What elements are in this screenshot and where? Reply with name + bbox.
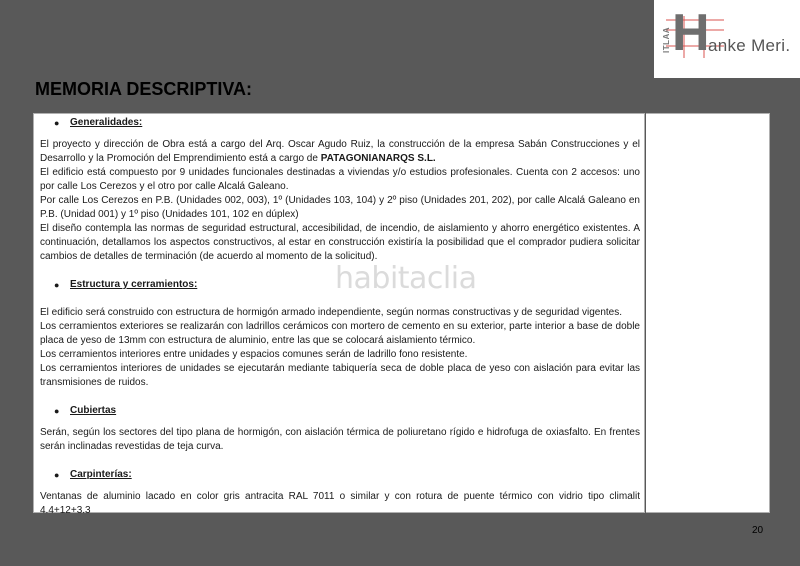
- logo-vertical-text: ITLAA: [662, 26, 671, 54]
- paragraph: El edificio será construido con estructura de hormigón armado independiente, según normas constructivas y de seguridad vigentes.: [40, 307, 622, 318]
- section-header-generalidades: [40, 116, 640, 130]
- section-header-carpinterias: [40, 468, 640, 482]
- paragraph: Los cerramientos interiores de unidades se ejecutarán mediante tabiquería seca de doble placa de yeso con aislación para evitar las transmisiones de ruidos.: [40, 363, 640, 388]
- paragraph: Los cerramientos interiores entre unidades y espacios comunes serán de ladrillo fono resistente.: [40, 349, 468, 360]
- watermark: habitaclia: [335, 261, 477, 296]
- paragraph: El edificio está compuesto por 9 unidades funcionales destinadas a viviendas y/o estudios profesionales. Cuenta con 2 accesos: uno por calle Los Cerezos y el otro por calle Alcalá Galeano.: [40, 167, 640, 192]
- paragraph: Ventanas de aluminio lacado en color gris antracita RAL 7011 o similar y con rotura de puente térmico con vidrio tipo climalit 4.4+12+3.3: [40, 491, 640, 516]
- bullet-icon: ●: [54, 470, 60, 480]
- paragraph: Por calle Los Cerezos en P.B. (Unidades 002, 003), 1º (Unidades 103, 104) y 2º piso (Unidades 201, 202), por calle Alcalá Galeano en P.B. (Unidad 001) y 1º piso (Unidades 101, 102 en dúplex): [40, 195, 640, 220]
- paragraph: Los cerramientos exteriores se realizarán con ladrillos cerámicos con mortero de cemento en su exterior, parte interior a base de doble placa de yeso de 13mm con estructura de aluminio, entre las que se colocará aislamiento térmico.: [40, 321, 640, 346]
- section-heading: Cubiertas: [70, 405, 117, 416]
- bullet-icon: ●: [54, 118, 60, 128]
- logo-initial: H: [672, 4, 710, 62]
- paragraph: El proyecto y dirección de Obra está a cargo del Arq. Oscar Agudo Ruiz, la construcción de la empresa Sabán Construcciones y el Desarrollo y la Promoción del Emprendimiento está a cargo de PATAGONIANARQS S.L.: [40, 139, 640, 164]
- content-box: [33, 113, 645, 516]
- bullet-icon: ●: [54, 280, 60, 290]
- logo-name: anke Meri.: [708, 36, 791, 55]
- section-header-cubiertas: [40, 404, 640, 418]
- section-heading: Carpinterías:: [70, 469, 132, 480]
- bullet-icon: ●: [54, 406, 60, 416]
- side-column: [646, 113, 770, 513]
- paragraph: Serán, según los sectores del tipo plana de hormigón, con aislación térmica de poliuretano rígido e hidrofuga de oxiasfalto. En frentes serán inclinadas revestidas de teja curva.: [40, 427, 640, 452]
- section-heading: Generalidades:: [70, 117, 143, 128]
- paragraph: El diseño contempla las normas de seguridad estructural, accesibilidad, de incendio, de aislamiento y ahorro energético existentes. A continuación, detallamos los aspectos constructivos, al estar en construcción existiría la posibilidad que el comprador pudiera solicitar cambios de detalles de terminación (de acuerdo al momento de la solicitud).: [40, 223, 640, 262]
- page-number: 20: [752, 525, 764, 536]
- page-title: MEMORIA DESCRIPTIVA:: [35, 79, 253, 99]
- section-heading: Estructura y cerramientos:: [70, 279, 198, 290]
